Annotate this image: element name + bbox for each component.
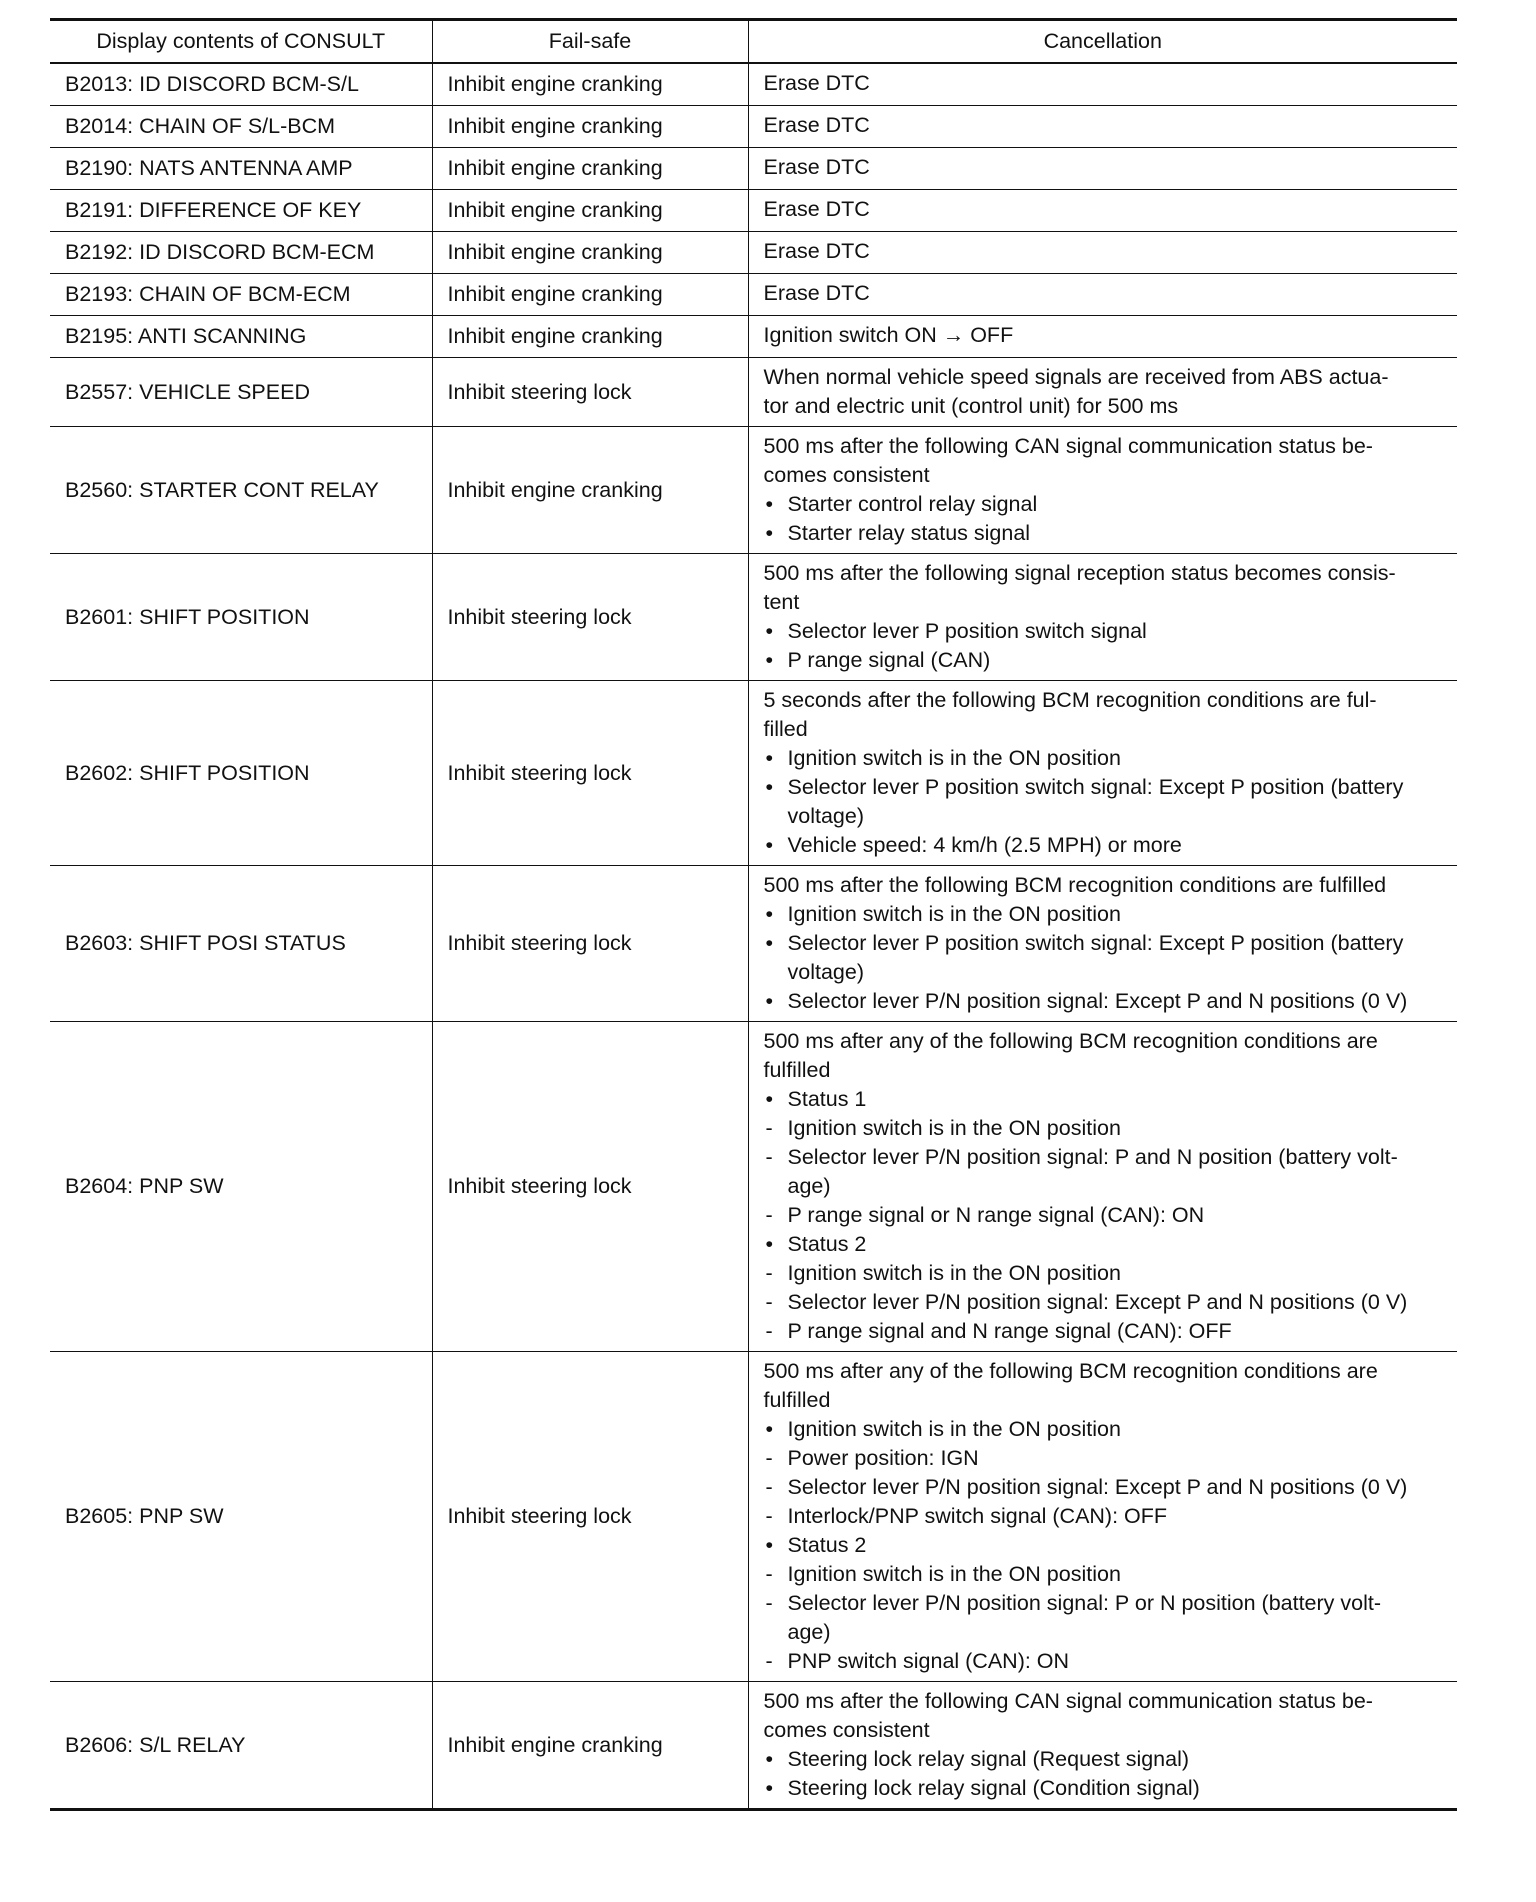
display-contents-cell: B2605: PNP SW xyxy=(50,1352,432,1682)
fail-safe-cell: Inhibit engine cranking xyxy=(432,316,748,358)
table-row xyxy=(50,1022,1457,1352)
cancellation-text-line: When normal vehicle speed signals are received from ABS actua- xyxy=(763,365,1389,389)
list-item-text-line: Selector lever P/N position signal: P or N position (battery volt- xyxy=(787,1591,1382,1615)
header-display-contents: Display contents of CONSULT xyxy=(50,20,432,64)
cancellation-cell xyxy=(748,554,1457,681)
list-item-text-line: P range signal and N range signal (CAN): OFF xyxy=(787,1319,1232,1343)
list-item-text-line: Starter control relay signal xyxy=(787,492,1038,516)
cancellation-list-item xyxy=(764,1259,1446,1288)
cancellation-text-line: filled xyxy=(763,717,808,741)
bullet-marker: • xyxy=(765,521,774,545)
table-row xyxy=(50,427,1457,554)
table-row xyxy=(50,554,1457,681)
list-item-text-line: Ignition switch is in the ON position xyxy=(787,902,1121,926)
list-item-text-line: Selector lever P/N position signal: Except P and N positions (0 V) xyxy=(787,1475,1408,1499)
bullet-marker: • xyxy=(765,902,774,926)
cancellation-text-line: 500 ms after any of the following BCM recognition conditions are xyxy=(763,1359,1378,1383)
fail-safe-cell: Inhibit engine cranking xyxy=(432,148,748,190)
display-contents-cell: B2192: ID DISCORD BCM-ECM xyxy=(50,232,432,274)
bullet-marker: • xyxy=(765,746,774,770)
cancellation-text-line: fulfilled xyxy=(763,1388,831,1412)
fail-safe-cell: Inhibit engine cranking xyxy=(432,274,748,316)
cancellation-cell xyxy=(748,1022,1457,1352)
list-item-text-line: Steering lock relay signal (Request signal) xyxy=(787,1747,1190,1771)
cancellation-list-item xyxy=(764,1774,1446,1803)
list-item-text-line: Interlock/PNP switch signal (CAN): OFF xyxy=(787,1504,1168,1528)
table-row xyxy=(50,1682,1457,1810)
cancellation-list-item xyxy=(764,1230,1446,1259)
cancellation-text-line: tor and electric unit (control unit) for 500 ms xyxy=(763,394,1179,418)
cancellation-list-item xyxy=(764,1085,1446,1114)
bullet-marker: • xyxy=(765,619,774,643)
display-contents-cell: B2602: SHIFT POSITION xyxy=(50,681,432,866)
cancellation-list-item xyxy=(764,1589,1446,1647)
display-contents-cell: B2560: STARTER CONT RELAY xyxy=(50,427,432,554)
fail-safe-cell: Inhibit steering lock xyxy=(432,554,748,681)
table-row xyxy=(50,232,1457,274)
list-item-text-line: age) xyxy=(787,1620,831,1644)
cancellation-cell xyxy=(748,232,1457,274)
cancellation-text-line: Erase DTC xyxy=(763,71,870,95)
cancellation-list-item xyxy=(764,900,1446,929)
table-row xyxy=(50,63,1457,106)
cancellation-text-line: comes consistent xyxy=(763,1718,930,1742)
cancellation-text-line: Erase DTC xyxy=(763,113,870,137)
dash-marker: - xyxy=(765,1446,773,1470)
list-item-text-line: voltage) xyxy=(787,804,864,828)
table-row xyxy=(50,316,1457,358)
cancellation-list-item xyxy=(764,519,1446,548)
fail-safe-cell: Inhibit steering lock xyxy=(432,1352,748,1682)
list-item-text-line: voltage) xyxy=(787,960,864,984)
cancellation-text-line: Ignition switch ON → OFF xyxy=(763,323,1014,347)
cancellation-cell xyxy=(748,681,1457,866)
cancellation-list-item xyxy=(764,929,1446,987)
bullet-marker: • xyxy=(765,1747,774,1771)
header-row xyxy=(50,20,1457,64)
cancellation-list-item xyxy=(764,987,1446,1016)
cancellation-list-item xyxy=(764,773,1446,831)
display-contents-cell: B2603: SHIFT POSI STATUS xyxy=(50,866,432,1022)
dash-marker: - xyxy=(765,1261,773,1285)
cancellation-text-line: 500 ms after the following BCM recognition conditions are fulfilled xyxy=(763,873,1387,897)
cancellation-cell xyxy=(748,316,1457,358)
cancellation-list-item xyxy=(764,646,1446,675)
cancellation-list-item xyxy=(764,490,1446,519)
dash-marker: - xyxy=(765,1116,773,1140)
cancellation-list-item xyxy=(764,1288,1446,1317)
list-item-text-line: Selector lever P position switch signal xyxy=(787,619,1147,643)
table-row xyxy=(50,358,1457,427)
cancellation-list-item xyxy=(764,1415,1446,1444)
list-item-text-line: Vehicle speed: 4 km/h (2.5 MPH) or more xyxy=(787,833,1182,857)
list-item-text-line: Status 2 xyxy=(787,1533,867,1557)
cancellation-list-item xyxy=(764,744,1446,773)
table-row xyxy=(50,1352,1457,1682)
cancellation-cell xyxy=(748,1352,1457,1682)
cancellation-cell xyxy=(748,148,1457,190)
fail-safe-cell: Inhibit engine cranking xyxy=(432,106,748,148)
fail-safe-cell: Inhibit steering lock xyxy=(432,358,748,427)
table-row xyxy=(50,106,1457,148)
list-item-text-line: Ignition switch is in the ON position xyxy=(787,1417,1121,1441)
cancellation-list-item xyxy=(764,1502,1446,1531)
dash-marker: - xyxy=(765,1475,773,1499)
display-contents-cell: B2557: VEHICLE SPEED xyxy=(50,358,432,427)
bullet-marker: • xyxy=(765,989,774,1013)
cancellation-list-item xyxy=(764,1444,1446,1473)
cancellation-text-line: 500 ms after the following CAN signal communication status be- xyxy=(763,1689,1373,1713)
fail-safe-cell: Inhibit steering lock xyxy=(432,681,748,866)
cancellation-cell xyxy=(748,106,1457,148)
display-contents-cell: B2193: CHAIN OF BCM-ECM xyxy=(50,274,432,316)
cancellation-cell xyxy=(748,427,1457,554)
cancellation-list-item xyxy=(764,1647,1446,1676)
cancellation-text-line: Erase DTC xyxy=(763,239,870,263)
cancellation-list-item xyxy=(764,1143,1446,1201)
bullet-marker: • xyxy=(765,1533,774,1557)
bullet-marker: • xyxy=(765,833,774,857)
cancellation-text-line: Erase DTC xyxy=(763,197,870,221)
dash-marker: - xyxy=(765,1649,773,1673)
display-contents-cell: B2013: ID DISCORD BCM-S/L xyxy=(50,63,432,106)
cancellation-list-item xyxy=(764,831,1446,860)
dash-marker: - xyxy=(765,1504,773,1528)
bullet-marker: • xyxy=(765,1776,774,1800)
bullet-marker: • xyxy=(765,492,774,516)
cancellation-cell xyxy=(748,1682,1457,1810)
cancellation-list-item xyxy=(764,1317,1446,1346)
cancellation-text-line: Erase DTC xyxy=(763,155,870,179)
list-item-text-line: Status 1 xyxy=(787,1087,867,1111)
table-row xyxy=(50,274,1457,316)
cancellation-text-line: comes consistent xyxy=(763,463,930,487)
cancellation-text-line: 5 seconds after the following BCM recognition conditions are ful- xyxy=(763,688,1377,712)
bullet-marker: • xyxy=(765,775,774,799)
display-contents-cell: B2601: SHIFT POSITION xyxy=(50,554,432,681)
list-item-text-line: Selector lever P/N position signal: Except P and N positions (0 V) xyxy=(787,989,1408,1013)
cancellation-cell xyxy=(748,358,1457,427)
bullet-marker: • xyxy=(765,1087,774,1111)
bullet-marker: • xyxy=(765,931,774,955)
display-contents-cell: B2190: NATS ANTENNA AMP xyxy=(50,148,432,190)
bullet-marker: • xyxy=(765,1417,774,1441)
cancellation-text-line: 500 ms after any of the following BCM recognition conditions are xyxy=(763,1029,1378,1053)
table-row xyxy=(50,148,1457,190)
cancellation-list-item xyxy=(764,1114,1446,1143)
fail-safe-cell: Inhibit steering lock xyxy=(432,866,748,1022)
table-header xyxy=(50,20,1457,64)
cancellation-list-item xyxy=(764,617,1446,646)
cancellation-list-item xyxy=(764,1201,1446,1230)
list-item-text-line: Ignition switch is in the ON position xyxy=(787,1116,1121,1140)
table-body xyxy=(50,63,1457,1810)
list-item-text-line: Power position: IGN xyxy=(787,1446,979,1470)
table-row xyxy=(50,190,1457,232)
list-item-text-line: Ignition switch is in the ON position xyxy=(787,1261,1121,1285)
dash-marker: - xyxy=(765,1203,773,1227)
dash-marker: - xyxy=(765,1591,773,1615)
list-item-text-line: PNP switch signal (CAN): ON xyxy=(787,1649,1070,1673)
fail-safe-cell: Inhibit engine cranking xyxy=(432,232,748,274)
fail-safe-cell: Inhibit engine cranking xyxy=(432,190,748,232)
list-item-text-line: Ignition switch is in the ON position xyxy=(787,746,1121,770)
display-contents-cell: B2014: CHAIN OF S/L-BCM xyxy=(50,106,432,148)
display-contents-cell: B2606: S/L RELAY xyxy=(50,1682,432,1810)
display-contents-cell: B2191: DIFFERENCE OF KEY xyxy=(50,190,432,232)
cancellation-list-item xyxy=(764,1745,1446,1774)
failsafe-table xyxy=(50,18,1457,1811)
cancellation-list-item xyxy=(764,1473,1446,1502)
header-fail-safe: Fail-safe xyxy=(432,20,748,64)
list-item-text-line: age) xyxy=(787,1174,831,1198)
list-item-text-line: P range signal or N range signal (CAN): ON xyxy=(787,1203,1205,1227)
list-item-text-line: Ignition switch is in the ON position xyxy=(787,1562,1121,1586)
cancellation-cell xyxy=(748,866,1457,1022)
dash-marker: - xyxy=(765,1319,773,1343)
cancellation-list-item xyxy=(764,1560,1446,1589)
bullet-marker: • xyxy=(765,1232,774,1256)
cancellation-text-line: Erase DTC xyxy=(763,281,870,305)
cancellation-cell xyxy=(748,274,1457,316)
bullet-marker: • xyxy=(765,648,774,672)
cancellation-text-line: fulfilled xyxy=(763,1058,831,1082)
cancellation-text-line: 500 ms after the following CAN signal communication status be- xyxy=(763,434,1373,458)
list-item-text-line: Selector lever P position switch signal: Except P position (battery xyxy=(787,775,1404,799)
list-item-text-line: P range signal (CAN) xyxy=(787,648,991,672)
cancellation-list-item xyxy=(764,1531,1446,1560)
list-item-text-line: Selector lever P/N position signal: Except P and N positions (0 V) xyxy=(787,1290,1408,1314)
cancellation-cell xyxy=(748,190,1457,232)
cancellation-text-line: tent xyxy=(763,590,800,614)
list-item-text-line: Starter relay status signal xyxy=(787,521,1031,545)
dash-marker: - xyxy=(765,1145,773,1169)
cancellation-cell xyxy=(748,63,1457,106)
header-cancellation: Cancellation xyxy=(748,20,1457,64)
display-contents-cell: B2604: PNP SW xyxy=(50,1022,432,1352)
fail-safe-cell: Inhibit engine cranking xyxy=(432,63,748,106)
dash-marker: - xyxy=(765,1290,773,1314)
fail-safe-cell: Inhibit engine cranking xyxy=(432,1682,748,1810)
cancellation-text-line: 500 ms after the following signal reception status becomes consis- xyxy=(763,561,1396,585)
list-item-text-line: Status 2 xyxy=(787,1232,867,1256)
list-item-text-line: Selector lever P position switch signal: Except P position (battery xyxy=(787,931,1404,955)
fail-safe-cell: Inhibit engine cranking xyxy=(432,427,748,554)
table-row xyxy=(50,681,1457,866)
list-item-text-line: Selector lever P/N position signal: P and N position (battery volt- xyxy=(787,1145,1398,1169)
list-item-text-line: Steering lock relay signal (Condition signal) xyxy=(787,1776,1200,1800)
fail-safe-cell: Inhibit steering lock xyxy=(432,1022,748,1352)
dash-marker: - xyxy=(765,1562,773,1586)
display-contents-cell: B2195: ANTI SCANNING xyxy=(50,316,432,358)
table-row xyxy=(50,866,1457,1022)
